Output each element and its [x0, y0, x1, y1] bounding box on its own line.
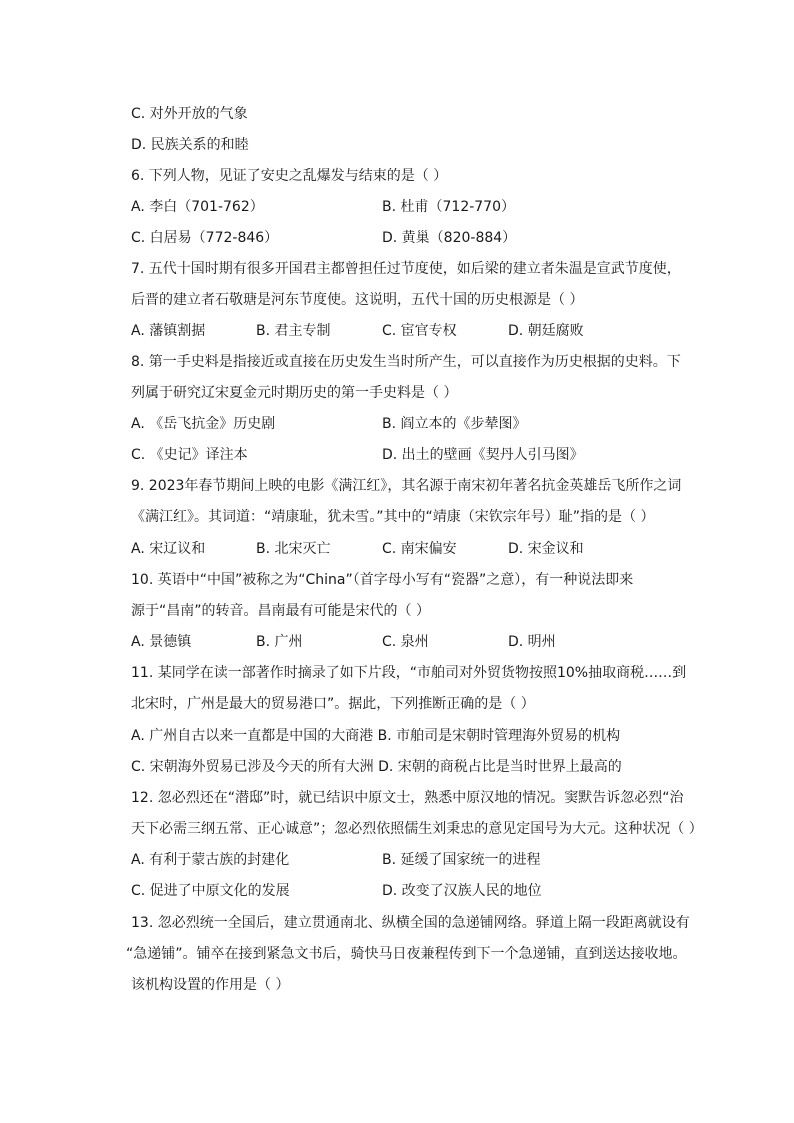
q9-option-c: C. 南宋偏安: [382, 541, 457, 557]
q9-option-b: B. 北宋灭亡: [256, 541, 331, 557]
question-13-line-2: “急递铺”。铺卒在接到紧急文书后，骑快马日夜兼程传到下一个急递铺，直到送达接收地。: [126, 946, 687, 962]
q8-option-b: B. 阎立本的《步辇图》: [382, 416, 527, 432]
q8-option-a: A. 《岳飞抗金》历史剧: [131, 416, 276, 432]
q6-option-c: C. 白居易（772-846）: [131, 230, 279, 246]
q7-option-d: D. 朝廷腐败: [508, 323, 584, 339]
q12-option-c: C. 促进了中原文化的发展: [131, 883, 290, 899]
q10-option-a: A. 景德镇: [131, 634, 192, 650]
question-9-line-2: 《满江红》。其词道：“靖康耻，犹未雪。”其中的“靖康（宋钦宗年号）耻”指的是（ ）: [131, 509, 655, 525]
q5-option-c: C. 对外开放的气象: [131, 106, 248, 122]
question-12-line-1: 12. 忽必烈还在“潜邸”时，就已结识中原文士，熟悉中原汉地的情况。窦默告诉忽必烈“治: [131, 790, 684, 806]
question-13-line-1: 13. 忽必烈统一全国后，建立贯通南北、纵横全国的急递铺网络。驿道上隔一段距离就设有: [131, 915, 690, 931]
question-6: 6. 下列人物，见证了安史之乱爆发与结束的是（ ）: [131, 168, 448, 184]
q8-option-c: C. 《史记》译注本: [131, 447, 248, 463]
q12-option-a: A. 有利于蒙古族的封建化: [131, 852, 290, 868]
q12-option-b: B. 延缓了国家统一的进程: [382, 852, 541, 868]
question-10-line-2: 源于“昌南”的转音。昌南最有可能是宋代的（ ）: [131, 603, 430, 619]
q7-option-a: A. 藩镇割据: [131, 323, 206, 339]
question-7-line-1: 7. 五代十国时期有很多开国君主都曾担任过节度使，如后梁的建立者朱温是宣武节度使，: [131, 261, 681, 277]
question-8-line-2: 列属于研究辽宋夏金元时期历史的第一手史料是（ ）: [131, 385, 458, 401]
q7-option-c: C. 宦官专权: [382, 323, 457, 339]
q5-option-d: D. 民族关系的和睦: [131, 137, 249, 153]
q9-option-a: A. 宋辽议和: [131, 541, 206, 557]
q10-option-d: D. 明州: [508, 634, 556, 650]
q12-option-d: D. 改变了汉族人民的地位: [382, 883, 542, 899]
q6-option-d: D. 黄巢（820-884）: [382, 230, 517, 246]
question-13-line-3: 该机构设置的作用是（ ）: [131, 977, 290, 993]
question-9-line-1: 9. 2023年春节期间上映的电影《满江红》，其名源于南宋初年著名抗金英雄岳飞所作之词: [131, 478, 682, 494]
q9-option-d: D. 宋金议和: [508, 541, 584, 557]
q8-option-d: D. 出土的壁画《契丹人引马图》: [382, 447, 584, 463]
q6-option-b: B. 杜甫（712-770）: [382, 199, 515, 215]
q11-options-ab: A. 广州自古以来一直都是中国的大商港 B. 市舶司是宋朝时管理海外贸易的机构: [131, 728, 621, 744]
q6-option-a: A. 李白（701-762）: [131, 199, 264, 215]
q7-option-b: B. 君主专制: [256, 323, 331, 339]
question-7-line-2: 后晋的建立者石敬瑭是河东节度使。这说明，五代十国的历史根源是（ ）: [131, 292, 584, 308]
q10-option-c: C. 泉州: [382, 634, 429, 650]
question-10-line-1: 10. 英语中“中国”被称之为“China”（首字母小写有“瓷器”之意），有一种说法即来: [131, 572, 634, 588]
question-8-line-1: 8. 第一手史料是指接近或直接在历史发生当时所产生，可以直接作为历史根据的史料。下: [131, 354, 681, 370]
question-12-line-2: 天下必需三纲五常、正心诚意”；忽必烈依照儒生刘秉忠的意见定国号为大元。这种状况（ ）: [131, 821, 703, 837]
question-11-line-2: 北宋时，广州是最大的贸易港口”。据此，下列推断正确的是（ ）: [131, 696, 535, 712]
question-11-line-1: 11. 某同学在读一部著作时摘录了如下片段，“市舶司对外贸货物按照10%抽取商税……到: [131, 665, 687, 681]
q11-options-cd: C. 宋朝海外贸易已涉及今天的所有大洲 D. 宋朝的商税占比是当时世界上最高的: [131, 759, 622, 775]
q10-option-b: B. 广州: [256, 634, 303, 650]
